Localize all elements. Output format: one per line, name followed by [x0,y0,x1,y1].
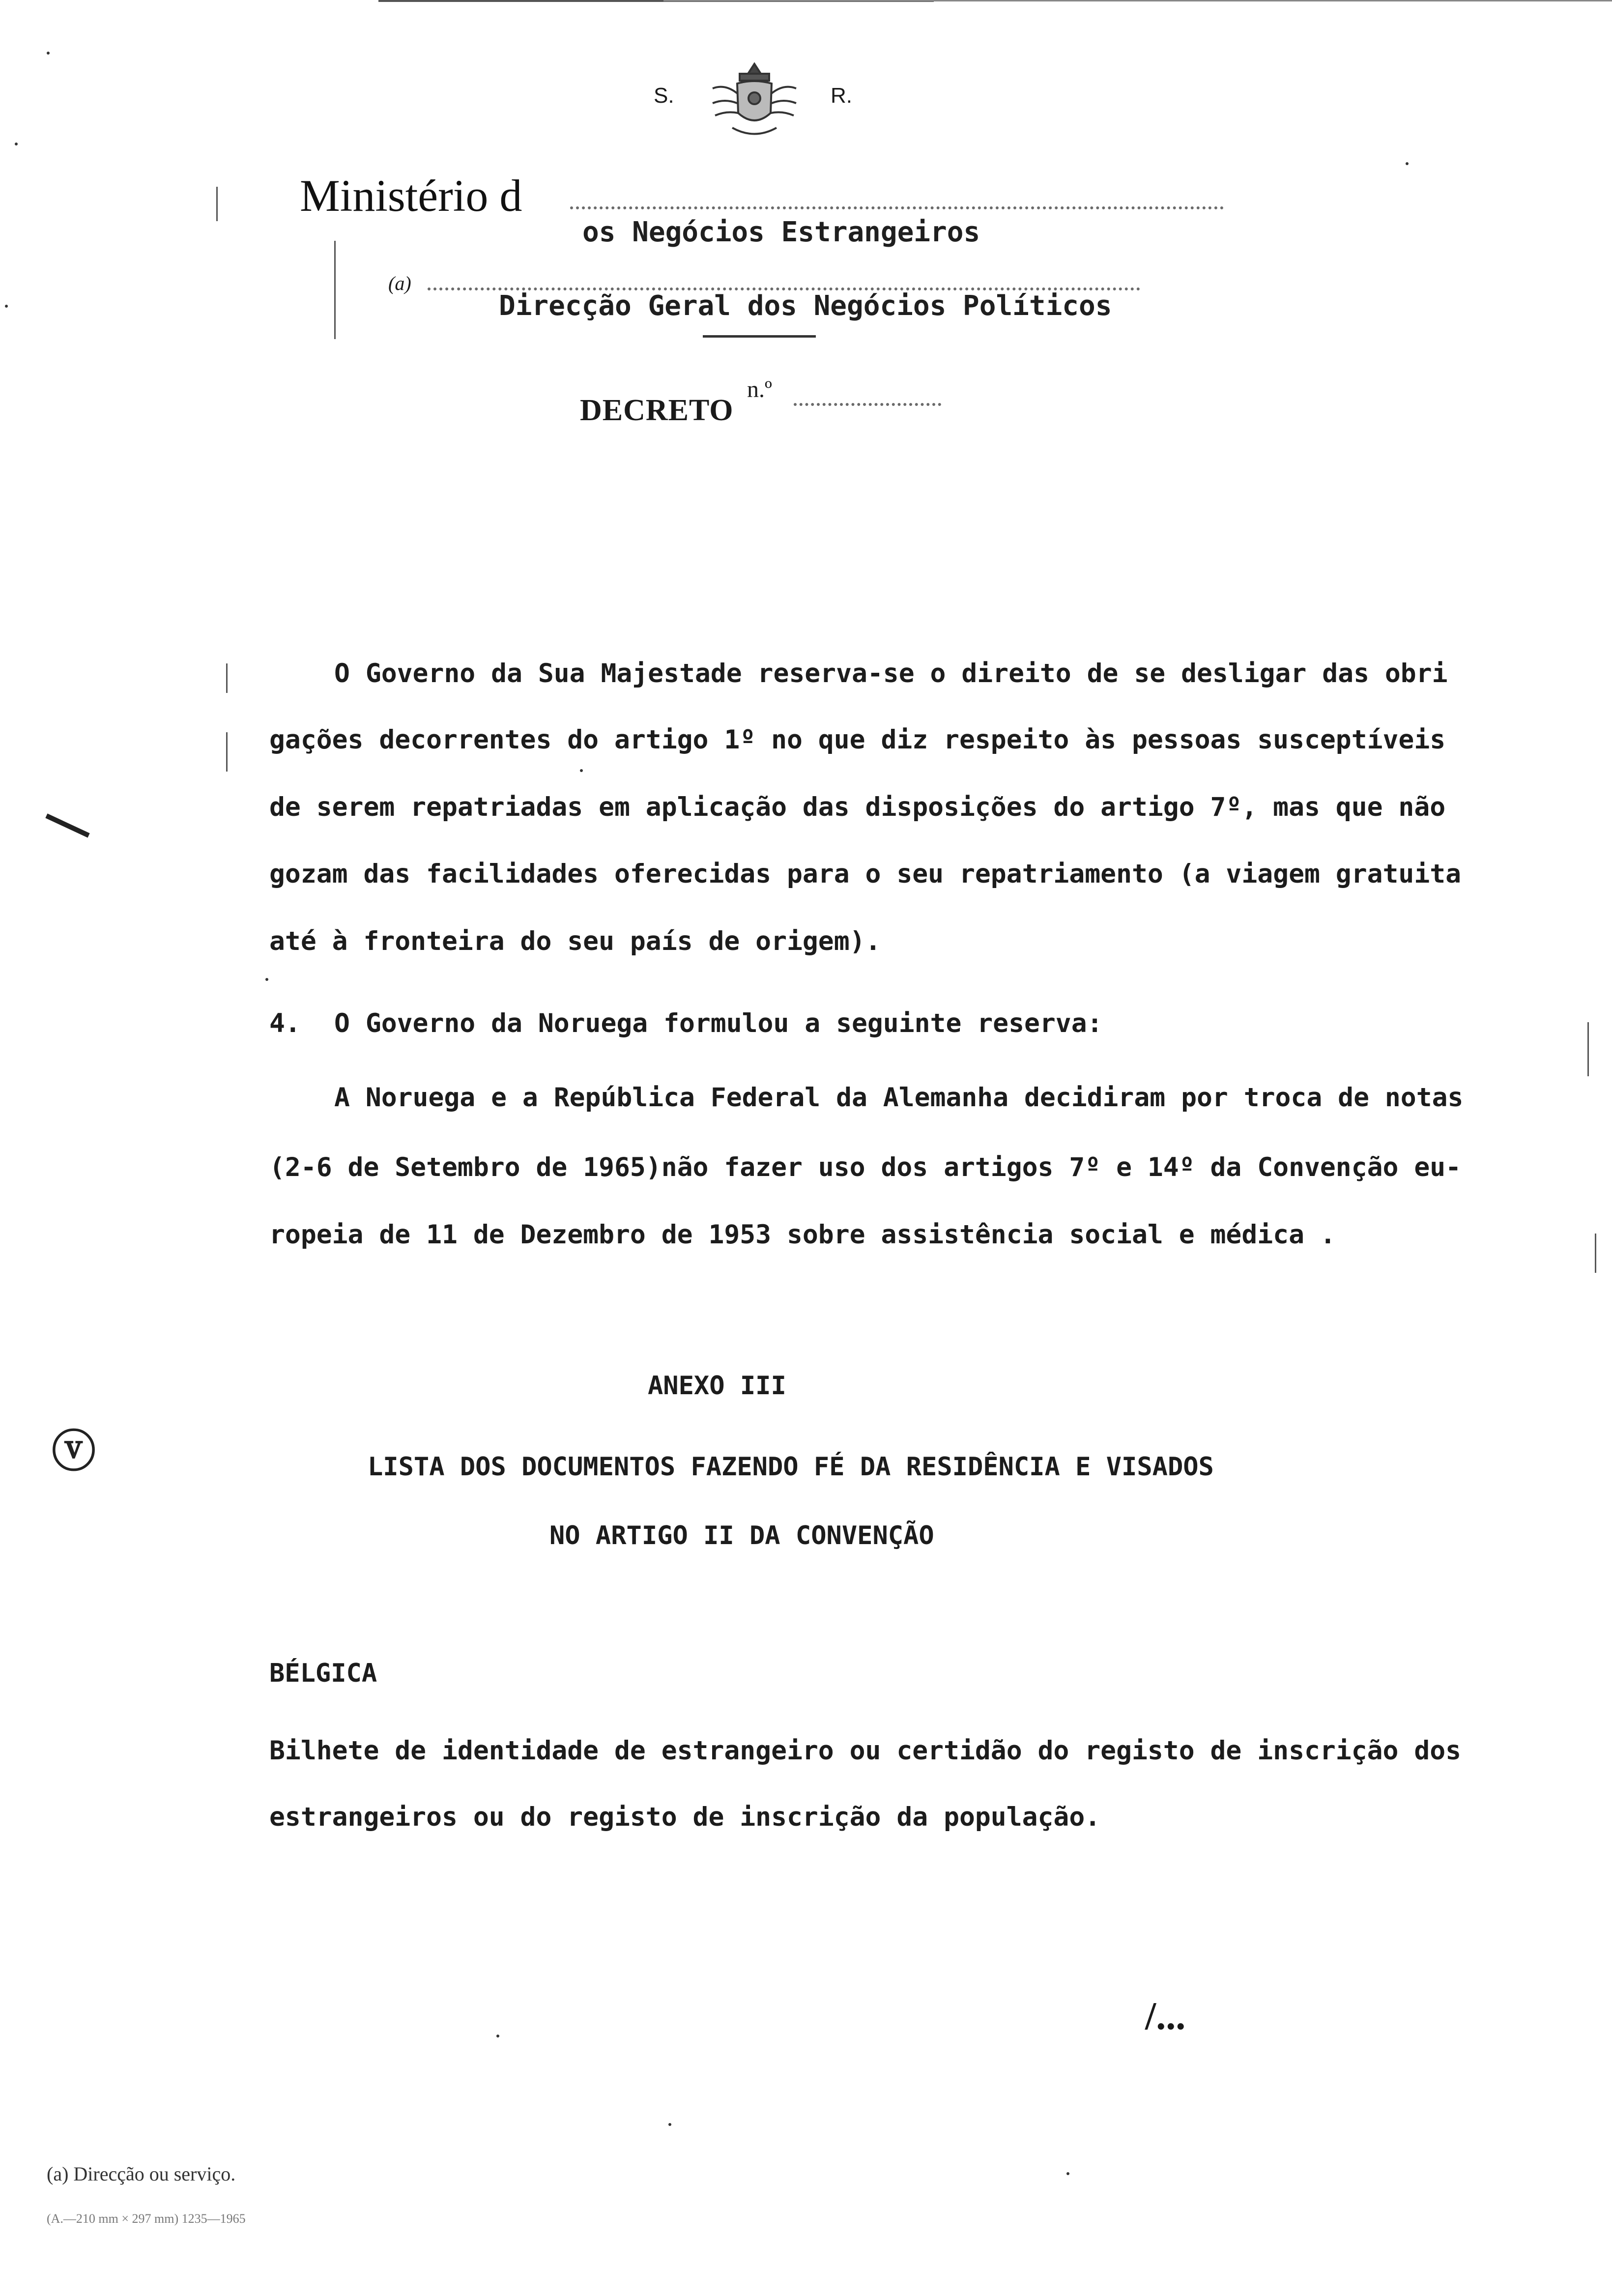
direction-marker: (a) [388,272,411,294]
country-text-line: Bilhete de identidade de estrangeiro ou certidão do registo de inscrição dos [269,1736,1462,1766]
scan-speck [265,978,268,981]
annex-subtitle-line2: NO ARTIGO II DA CONVENÇÃO [549,1521,934,1550]
decree-label: DECRETO [580,394,734,427]
ministry-heading: Ministério d [300,171,522,221]
margin-mark [1587,1022,1589,1076]
continuation-mark: /... [1145,1995,1186,2038]
country-heading: BÉLGICA [269,1659,377,1688]
royal-coat-of-arms-icon [703,59,806,143]
print-code: (A.—210 mm × 297 mm) 1235—1965 [47,2211,246,2226]
ministry-fill-text: os Negócios Estrangeiros [582,216,980,248]
ministry-fill-line [570,206,1224,209]
scan-speck [5,305,8,308]
scan-speck [580,769,583,772]
footnote: (a) Direcção ou serviço. [47,2163,236,2185]
paragraph1-line: O Governo da Sua Majestade reserva-se o direito de se desligar das obri [334,659,1448,689]
seal-right-letter: R. [831,84,852,108]
paragraph1-line: gozam das facilidades oferecidas para o seu repatriamento (a viagem gratuita [269,859,1462,889]
paragraph2-line: ropeia de 11 de Dezembro de 1953 sobre assistência social e médica . [269,1220,1336,1250]
direction-fill-text: Direcção Geral dos Negócios Políticos [499,290,1112,322]
item4-number: 4. [269,1008,301,1038]
paragraph1-line: gações decorrentes do artigo 1º no que diz respeito às pessoas susceptíveis [269,725,1446,755]
annex-title: ANEXO III [648,1371,786,1401]
margin-stroke [45,813,89,837]
scan-speck [496,2035,499,2038]
paragraph1-line: de serem repatriadas em aplicação das disposições do artigo 7º, mas que não [269,792,1446,822]
paragraph2-line: A Noruega e a República Federal da Alemanha decidiram por troca de notas [334,1083,1464,1113]
margin-mark [226,663,228,693]
top-edge-rule-right [663,0,1612,1]
margin-mark [226,732,228,772]
annex-subtitle-line1: LISTA DOS DOCUMENTOS FAZENDO FÉ DA RESIDÊNCIA E VISADOS [368,1452,1214,1482]
country-text-line: estrangeiros ou do registo de inscrição da população. [269,1802,1101,1832]
item4-text: O Governo da Noruega formulou a seguinte reserva: [334,1008,1103,1038]
paragraph2-line: (2-6 de Setembro de 1965)não fazer uso dos artigos 7º e 14º da Convenção eu- [269,1152,1462,1182]
scan-speck [1066,2172,1069,2175]
scan-speck [15,143,18,145]
scan-speck [47,52,50,55]
scan-speck [668,2123,671,2126]
scan-speck [1406,162,1409,165]
margin-mark [334,241,336,339]
margin-mark [216,187,218,221]
margin-scribble: ⓥ [52,1428,96,1476]
header-divider [703,335,816,338]
decree-number-label: n.º [747,376,772,402]
paragraph1-line: até à fronteira do seu país de origem). [269,926,881,956]
decree-number-line [794,403,941,406]
seal-left-letter: S. [654,84,674,108]
margin-mark [1595,1234,1596,1273]
